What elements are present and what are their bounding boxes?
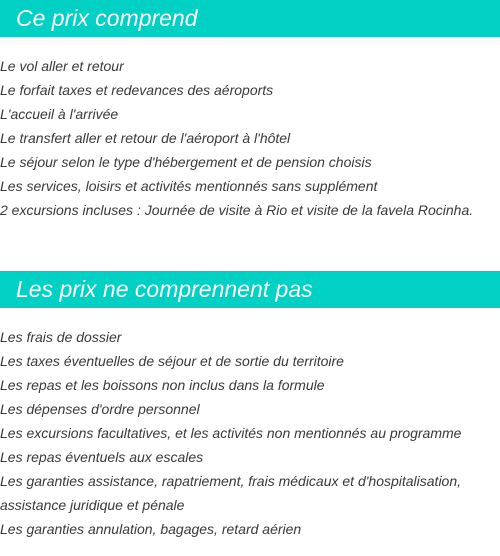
excluded-item: Les excursions facultatives, et les activités non mentionnés au programme bbox=[0, 425, 462, 441]
excluded-item: Les garanties assistance, rapatriement, frais médicaux et d'hospitalisation, bbox=[0, 473, 462, 489]
included-item: Le forfait taxes et redevances des aéroports bbox=[0, 82, 274, 98]
included-item: Le vol aller et retour bbox=[0, 58, 124, 74]
excluded-section-header bbox=[0, 271, 500, 308]
excluded-section-title: Les prix ne comprennent pas bbox=[16, 276, 313, 302]
excluded-items-list bbox=[0, 325, 500, 541]
included-items-list bbox=[0, 54, 500, 222]
excluded-item: Les dépenses d'ordre personnel bbox=[0, 401, 200, 417]
excluded-item: Les repas et les boissons non inclus dans la formule bbox=[0, 377, 325, 393]
included-item: Les services, loisirs et activités mentionnés sans supplément bbox=[0, 178, 378, 194]
excluded-item: assistance juridique et pénale bbox=[0, 497, 185, 513]
excluded-item: Les repas éventuels aux escales bbox=[0, 449, 204, 465]
excluded-item: Les taxes éventuelles de séjour et de sortie du territoire bbox=[0, 353, 344, 369]
included-item: Le séjour selon le type d'hébergement et de pension choisis bbox=[0, 154, 372, 170]
included-item: L'accueil à l'arrivée bbox=[0, 106, 119, 122]
excluded-item: Les frais de dossier bbox=[0, 329, 122, 345]
included-section-header bbox=[0, 0, 500, 37]
included-section-title: Ce prix comprend bbox=[16, 5, 198, 31]
excluded-item: Les garanties annulation, bagages, retard aérien bbox=[0, 521, 302, 537]
included-item: 2 excursions incluses : Journée de visite à Rio et visite de la favela Rocinha. bbox=[0, 202, 474, 218]
included-item: Le transfert aller et retour de l'aéroport à l'hôtel bbox=[0, 130, 291, 146]
